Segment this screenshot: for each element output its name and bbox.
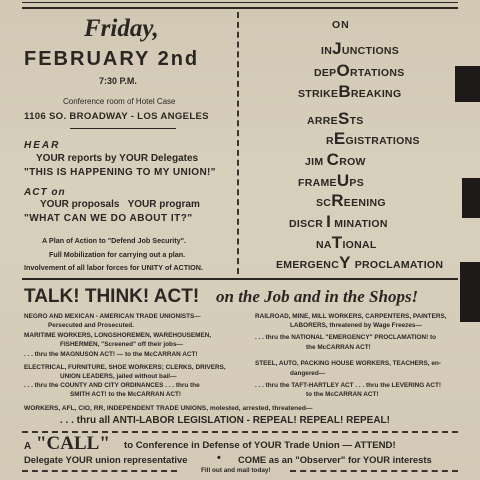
fill-dashes-left [22,470,177,472]
acrostic-line-frameups: FRAMEUPS [298,171,365,190]
call-word: "CALL" [36,433,110,454]
acrostic-on: ON [332,19,350,31]
body-col1-line: ELECTRICAL, FURNITURE, SHOE WORKERS; CLERKS, DRIVERS, [24,364,226,371]
top-rule [22,7,458,9]
body-col2-line: RAILROAD, MINE, MILL WORKERS, CARPENTERS, PAINTERS, [255,313,447,320]
event-date: FEBRUARY 2nd [24,48,200,70]
column-divider [237,12,239,274]
acrostic-line-deportations: DEPORTATIONS [314,61,405,80]
hear-label: HEAR [24,140,61,151]
act-line: YOUR proposals YOUR program [40,199,200,210]
torn-edge-mark [462,178,480,218]
acrostic-line-discrimination: DISCR I MINATION [289,212,388,231]
body-wide-line: WORKERS, AFL, CIO, RR, INDEPENDENT TRADE UNIONS, molested, arrested, threatened— [24,405,313,412]
hear-quote: "THIS IS HAPPENING TO MY UNION!" [24,167,216,178]
banner-main: TALK! THINK! ACT! [24,286,200,307]
plan-line-3: Involvement of all labor forces for UNITY of ACTION. [24,263,203,272]
body-col1-line: UNION LEADERS, jailed without bail— [60,373,177,380]
body-col1-line: . . . thru the COUNTY AND CITY ORDINANCES . . . thru the [24,382,200,389]
banner-top-rule [22,278,458,280]
body-col2-line: . . . thru the NATIONAL "EMERGENCY" PROCLAMATION! to [255,334,437,341]
call-a: A [24,441,32,452]
body-col1-line: FISHERMEN, "Screened" off their jobs— [60,341,183,348]
event-venue: Conference room of Hotel Case [63,97,176,106]
body-col1-line: SMITH ACT! to the McCARRAN ACT! [70,391,181,398]
acrostic-line-arrests: ARRESTS [307,109,364,128]
top-thin-rule [22,2,458,3]
body-col1-line: MARITIME WORKERS, LONGSHOREMEN, WAREHOUSEMEN, [24,332,212,339]
fill-dashes-right [290,470,458,472]
event-time: 7:30 P.M. [99,76,137,86]
torn-edge-mark [460,262,480,322]
event-address: 1106 SO. BROADWAY - LOS ANGELES [24,111,209,122]
body-col1-line: NEGRO AND MEXICAN - AMERICAN TRADE UNIONISTS— [24,313,201,320]
acrostic-line-emergency: EMERGENCY PROCLAMATION [276,253,444,272]
acrostic-line-registrations: REGISTRATIONS [326,129,420,148]
body-col2-line: the McCARRAN ACT! [306,344,371,351]
acrostic-line-strikebreaking: STRIKEBREAKING [298,82,402,101]
banner-sub: on the Job and in the Shops! [216,287,419,306]
body-col2-line: . . . thru the TAFT-HARTLEY ACT . . . thru the LEVERING ACT! [255,382,442,389]
acrostic-line-injunctions: INJUNCTIONS [321,39,400,58]
body-col2-line: STEEL, AUTO, PACKING HOUSE WORKERS, TEACHERS, en- [255,360,441,367]
acrostic-line-screening: SCREENING [316,191,386,210]
anti-labor-line: . . . thru all ANTI-LABOR LEGISLATION - REPEAL! REPEAL! REPEAL! [60,415,390,426]
call-rest: to Conference in Defense of YOUR Trade Union — ATTEND! [124,440,396,451]
acrostic-line-national: NATIONAL [316,233,377,252]
call-come: COME as an "Observer" for YOUR interests [238,454,432,465]
plan-line-2: Full Mobilization for carrying out a plan. [49,250,186,259]
body-col1-line: Persecuted and Prosecuted. [48,322,134,329]
call-delegate: Delegate YOUR union representative [24,454,188,465]
body-col2-line: dangered— [290,370,326,377]
event-day: Friday, [84,15,159,42]
act-label: ACT on [24,187,66,198]
hear-line: YOUR reports by YOUR Delegates [36,153,199,164]
address-underline [70,128,176,129]
plan-line-1: A Plan of Action to "Defend Job Security". [42,236,187,245]
body-col2-line: LABORERS, threatened by Wage Freezes— [290,322,422,329]
fill-out-note: Fill out and mail today! [201,467,271,474]
act-quote: "WHAT CAN WE DO ABOUT IT?" [24,213,193,224]
call-bullet: • [217,452,221,464]
torn-edge-mark [455,66,480,102]
body-col1-line: . . . thru the MAGNUSON ACT! — to the McCARRAN ACT! [24,351,198,358]
body-col2-line: to the McCARRAN ACT! [306,391,379,398]
acrostic-line-jimcrow: JIM CROW [305,150,366,169]
